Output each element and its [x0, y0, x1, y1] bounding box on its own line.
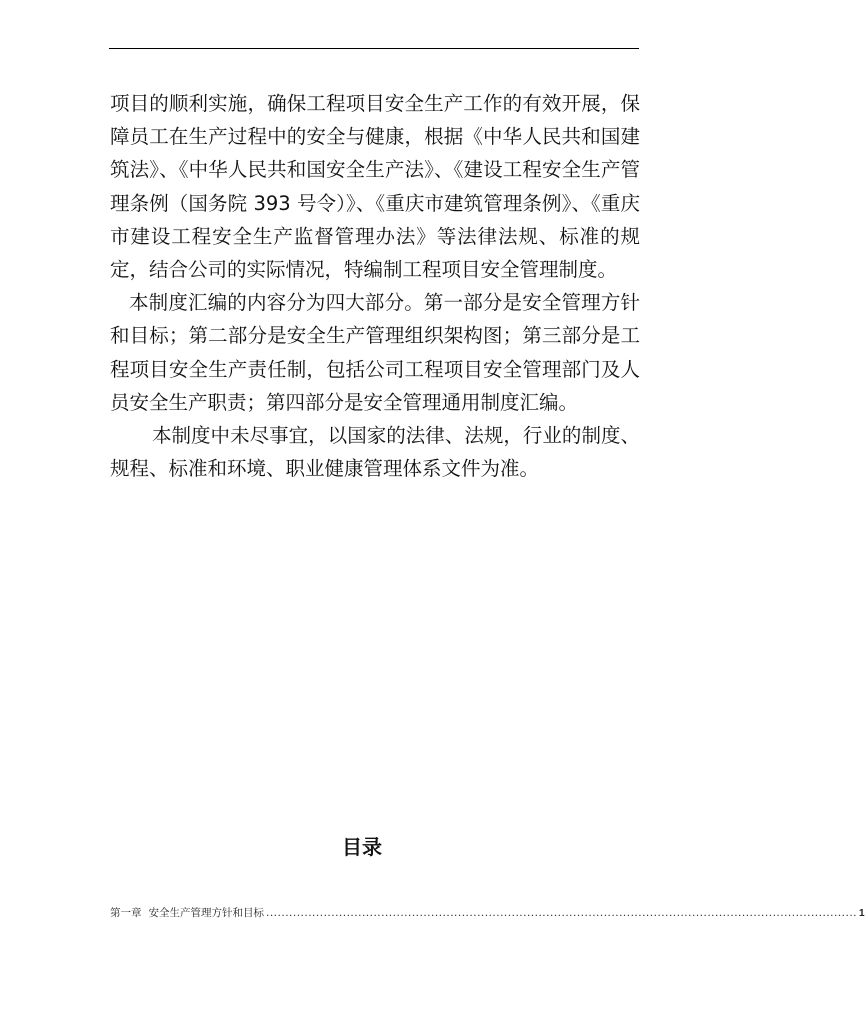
- toc-entry-leader: ..........................................................................................................................................................: [266, 907, 857, 919]
- body-text: [110, 87, 640, 485]
- paragraph-3: 本制度中未尽事宜，以国家的法律、法规，行业的制度、规程、标准和环境、职业健康管理体系文件为准。: [110, 424, 640, 481]
- toc-entry-page-number: 1: [859, 908, 865, 919]
- toc-entry[interactable]: [110, 905, 865, 922]
- toc-title: 目录: [342, 835, 382, 859]
- header-rule: [109, 48, 639, 49]
- paragraph-1: 项目的顺利实施，确保工程项目安全生产工作的有效开展，保障员工在生产过程中的安全与健康，根据《中华人民共和国建筑法》、《中华人民共和国安全生产法》、《建设工程安全生产管理条例（国务院 393 号令）》、《重庆市建筑管理条例》、《重庆市建设工程安全生产监督管理办法》等法律法规、标准的规定，结合公司的实际情况，特编制工程项目安全管理制度。: [110, 92, 640, 282]
- toc-entry-title: 安全生产管理方针和目标: [148, 907, 264, 919]
- toc-entry-chapter: 第一章: [110, 907, 142, 919]
- paragraph-2: 本制度汇编的内容分为四大部分。第一部分是安全管理方针和目标；第二部分是安全生产管理组织架构图；第三部分是工程项目安全生产责任制，包括公司工程项目安全管理部门及人员安全生产职责；第四部分是安全管理通用制度汇编。: [110, 291, 640, 414]
